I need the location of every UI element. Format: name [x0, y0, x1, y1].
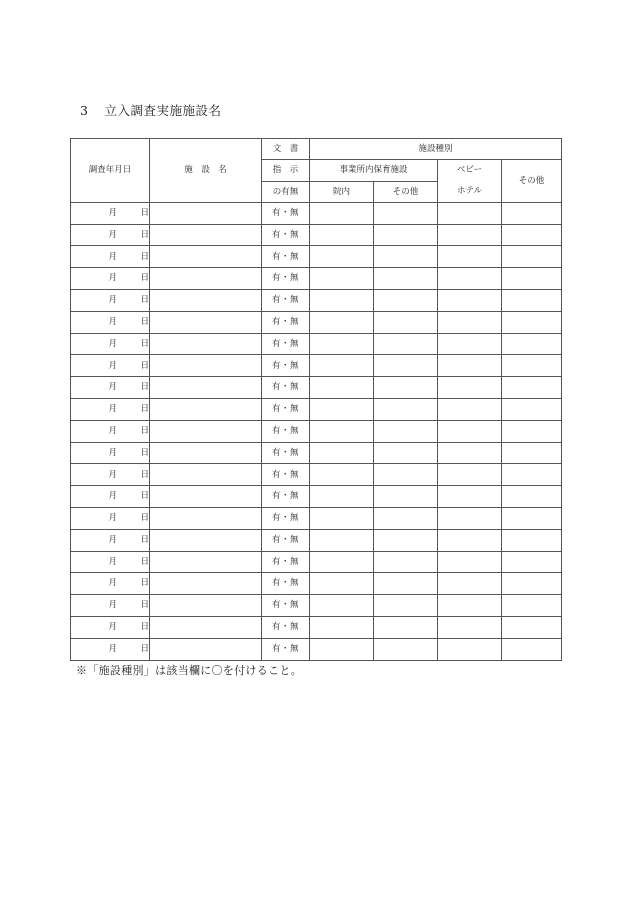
workplace-other-cell[interactable] — [374, 573, 438, 595]
month-label: 月 — [108, 534, 117, 545]
yes-no-cell[interactable]: 有・無 — [262, 420, 310, 442]
workplace-other-cell[interactable] — [374, 289, 438, 311]
day-label: 日 — [140, 622, 149, 633]
in-hospital-cell[interactable] — [310, 616, 374, 638]
survey-date-cell[interactable] — [71, 355, 150, 377]
yes-no-cell[interactable]: 有・無 — [262, 529, 310, 551]
day-label: 日 — [140, 556, 149, 567]
month-label: 月 — [108, 622, 117, 633]
facility-name-cell[interactable] — [150, 464, 262, 486]
header-other: その他 — [502, 160, 562, 203]
survey-date-cell[interactable] — [71, 333, 150, 355]
yes-no-cell[interactable]: 有・無 — [262, 486, 310, 508]
facility-name-cell[interactable] — [150, 311, 262, 333]
baby-hotel-cell[interactable] — [438, 202, 502, 224]
facility-name-cell[interactable] — [150, 377, 262, 399]
table-row — [71, 551, 562, 573]
facility-name-cell[interactable] — [150, 551, 262, 573]
table-row — [71, 595, 562, 617]
other-cell[interactable] — [502, 595, 562, 617]
table-row — [71, 616, 562, 638]
facility-name-cell[interactable] — [150, 420, 262, 442]
header-doc-instruction-2: 指 示 — [262, 160, 310, 182]
facility-name-cell[interactable] — [150, 289, 262, 311]
in-hospital-cell[interactable] — [310, 638, 374, 660]
table-row — [71, 573, 562, 595]
baby-hotel-cell[interactable] — [438, 398, 502, 420]
baby-hotel-cell[interactable] — [438, 442, 502, 464]
facility-name-cell[interactable] — [150, 573, 262, 595]
survey-date-cell[interactable] — [71, 289, 150, 311]
survey-date-cell[interactable] — [71, 486, 150, 508]
baby-hotel-cell[interactable] — [438, 507, 502, 529]
header-baby-hotel-line1: ベビー — [456, 165, 483, 176]
day-label: 日 — [140, 273, 149, 284]
in-hospital-cell[interactable] — [310, 420, 374, 442]
inspection-facility-table — [70, 138, 562, 661]
workplace-other-cell[interactable] — [374, 268, 438, 290]
other-cell[interactable] — [502, 355, 562, 377]
month-label: 月 — [108, 273, 117, 284]
survey-date-cell[interactable] — [71, 268, 150, 290]
yes-no-cell[interactable]: 有・無 — [262, 268, 310, 290]
baby-hotel-cell[interactable] — [438, 268, 502, 290]
baby-hotel-cell[interactable] — [438, 246, 502, 268]
section-heading: 立入調査実施施設名 — [104, 103, 222, 118]
baby-hotel-cell[interactable] — [438, 224, 502, 246]
month-label: 月 — [108, 491, 117, 502]
day-label: 日 — [140, 600, 149, 611]
month-label: 月 — [108, 425, 117, 436]
yes-no-cell[interactable]: 有・無 — [262, 377, 310, 399]
other-cell[interactable] — [502, 486, 562, 508]
workplace-other-cell[interactable] — [374, 311, 438, 333]
facility-name-cell[interactable] — [150, 638, 262, 660]
workplace-other-cell[interactable] — [374, 224, 438, 246]
yes-no-cell[interactable]: 有・無 — [262, 595, 310, 617]
baby-hotel-cell[interactable] — [438, 616, 502, 638]
header-workplace-nursery: 事業所内保育施設 — [310, 160, 438, 182]
workplace-other-cell[interactable] — [374, 551, 438, 573]
yes-no-cell[interactable]: 有・無 — [262, 464, 310, 486]
in-hospital-cell[interactable] — [310, 486, 374, 508]
other-cell[interactable] — [502, 573, 562, 595]
table-row — [71, 442, 562, 464]
survey-date-cell[interactable] — [71, 595, 150, 617]
baby-hotel-cell[interactable] — [438, 464, 502, 486]
in-hospital-cell[interactable] — [310, 551, 374, 573]
month-label: 月 — [108, 295, 117, 306]
facility-name-cell[interactable] — [150, 268, 262, 290]
in-hospital-cell[interactable] — [310, 464, 374, 486]
section-number: 3 — [80, 103, 89, 118]
header-baby-hotel — [438, 160, 502, 203]
month-label: 月 — [108, 360, 117, 371]
facility-name-cell[interactable] — [150, 355, 262, 377]
other-cell[interactable] — [502, 507, 562, 529]
table-row — [71, 638, 562, 660]
other-cell[interactable] — [502, 224, 562, 246]
month-label: 月 — [108, 600, 117, 611]
header-survey-date: 調査年月日 — [71, 139, 150, 203]
workplace-other-cell[interactable] — [374, 486, 438, 508]
baby-hotel-cell[interactable] — [438, 638, 502, 660]
other-cell[interactable] — [502, 638, 562, 660]
in-hospital-cell[interactable] — [310, 224, 374, 246]
facility-name-cell[interactable] — [150, 486, 262, 508]
day-label: 日 — [140, 229, 149, 240]
month-label: 月 — [108, 207, 117, 218]
day-label: 日 — [140, 491, 149, 502]
in-hospital-cell[interactable] — [310, 398, 374, 420]
day-label: 日 — [140, 643, 149, 654]
in-hospital-cell[interactable] — [310, 573, 374, 595]
workplace-other-cell[interactable] — [374, 442, 438, 464]
yes-no-cell[interactable]: 有・無 — [262, 224, 310, 246]
table-row — [71, 420, 562, 442]
table-row — [71, 246, 562, 268]
yes-no-cell[interactable]: 有・無 — [262, 202, 310, 224]
header-doc-instruction-1: 文 書 — [262, 139, 310, 160]
survey-date-cell[interactable] — [71, 224, 150, 246]
other-cell[interactable] — [502, 246, 562, 268]
yes-no-cell[interactable]: 有・無 — [262, 398, 310, 420]
month-label: 月 — [108, 556, 117, 567]
day-label: 日 — [140, 360, 149, 371]
day-label: 日 — [140, 316, 149, 327]
baby-hotel-cell[interactable] — [438, 486, 502, 508]
in-hospital-cell[interactable] — [310, 268, 374, 290]
day-label: 日 — [140, 295, 149, 306]
yes-no-cell[interactable]: 有・無 — [262, 616, 310, 638]
other-cell[interactable] — [502, 616, 562, 638]
workplace-other-cell[interactable] — [374, 507, 438, 529]
table-row — [71, 464, 562, 486]
survey-date-cell[interactable] — [71, 311, 150, 333]
workplace-other-cell[interactable] — [374, 377, 438, 399]
table-row — [71, 377, 562, 399]
in-hospital-cell[interactable] — [310, 202, 374, 224]
table-row — [71, 268, 562, 290]
yes-no-cell[interactable]: 有・無 — [262, 507, 310, 529]
day-label: 日 — [140, 382, 149, 393]
day-label: 日 — [140, 469, 149, 480]
in-hospital-cell[interactable] — [310, 311, 374, 333]
facility-name-cell[interactable] — [150, 507, 262, 529]
table-row — [71, 529, 562, 551]
facility-name-cell[interactable] — [150, 595, 262, 617]
month-label: 月 — [108, 578, 117, 589]
day-label: 日 — [140, 513, 149, 524]
month-label: 月 — [108, 316, 117, 327]
baby-hotel-cell[interactable] — [438, 595, 502, 617]
survey-date-cell[interactable] — [71, 420, 150, 442]
month-label: 月 — [108, 404, 117, 415]
header-in-hospital: 院内 — [310, 181, 374, 202]
workplace-other-cell[interactable] — [374, 464, 438, 486]
other-cell[interactable] — [502, 420, 562, 442]
table-row — [71, 486, 562, 508]
workplace-other-cell[interactable] — [374, 616, 438, 638]
day-label: 日 — [140, 578, 149, 589]
header-facility-type: 施設種別 — [310, 139, 562, 160]
survey-date-cell[interactable] — [71, 616, 150, 638]
baby-hotel-cell[interactable] — [438, 573, 502, 595]
in-hospital-cell[interactable] — [310, 529, 374, 551]
footnote: ※「施設種別」は該当欄に〇を付けること。 — [76, 664, 302, 677]
baby-hotel-cell[interactable] — [438, 289, 502, 311]
other-cell[interactable] — [502, 202, 562, 224]
table-row — [71, 202, 562, 224]
month-label: 月 — [108, 447, 117, 458]
table-row — [71, 398, 562, 420]
facility-name-cell[interactable] — [150, 333, 262, 355]
workplace-other-cell[interactable] — [374, 355, 438, 377]
other-cell[interactable] — [502, 529, 562, 551]
section-title — [80, 101, 221, 119]
month-label: 月 — [108, 338, 117, 349]
in-hospital-cell[interactable] — [310, 333, 374, 355]
table-row — [71, 224, 562, 246]
facility-name-cell[interactable] — [150, 246, 262, 268]
other-cell[interactable] — [502, 289, 562, 311]
table-row — [71, 355, 562, 377]
in-hospital-cell[interactable] — [310, 595, 374, 617]
yes-no-cell[interactable]: 有・無 — [262, 573, 310, 595]
survey-date-cell[interactable] — [71, 573, 150, 595]
day-label: 日 — [140, 207, 149, 218]
other-cell[interactable] — [502, 377, 562, 399]
workplace-other-cell[interactable] — [374, 333, 438, 355]
baby-hotel-cell[interactable] — [438, 551, 502, 573]
yes-no-cell[interactable]: 有・無 — [262, 638, 310, 660]
facility-name-cell[interactable] — [150, 442, 262, 464]
day-label: 日 — [140, 447, 149, 458]
day-label: 日 — [140, 534, 149, 545]
month-label: 月 — [108, 251, 117, 262]
header-facility-name: 施 設 名 — [150, 139, 262, 203]
facility-name-cell[interactable] — [150, 616, 262, 638]
survey-date-cell[interactable] — [71, 551, 150, 573]
other-cell[interactable] — [502, 464, 562, 486]
baby-hotel-cell[interactable] — [438, 420, 502, 442]
day-label: 日 — [140, 338, 149, 349]
facility-name-cell[interactable] — [150, 202, 262, 224]
facility-name-cell[interactable] — [150, 529, 262, 551]
month-label: 月 — [108, 513, 117, 524]
other-cell[interactable] — [502, 268, 562, 290]
baby-hotel-cell[interactable] — [438, 377, 502, 399]
workplace-other-cell[interactable] — [374, 246, 438, 268]
month-label: 月 — [108, 229, 117, 240]
facility-name-cell[interactable] — [150, 224, 262, 246]
yes-no-cell[interactable]: 有・無 — [262, 311, 310, 333]
survey-date-cell[interactable] — [71, 464, 150, 486]
survey-date-cell[interactable] — [71, 202, 150, 224]
workplace-other-cell[interactable] — [374, 638, 438, 660]
month-label: 月 — [108, 382, 117, 393]
header-doc-instruction-3: の有無 — [262, 181, 310, 202]
other-cell[interactable] — [502, 551, 562, 573]
in-hospital-cell[interactable] — [310, 377, 374, 399]
yes-no-cell[interactable]: 有・無 — [262, 442, 310, 464]
table-row — [71, 333, 562, 355]
day-label: 日 — [140, 251, 149, 262]
workplace-other-cell[interactable] — [374, 595, 438, 617]
table-row — [71, 507, 562, 529]
yes-no-cell[interactable]: 有・無 — [262, 355, 310, 377]
other-cell[interactable] — [502, 311, 562, 333]
survey-date-cell[interactable] — [71, 529, 150, 551]
survey-date-cell[interactable] — [71, 398, 150, 420]
in-hospital-cell[interactable] — [310, 289, 374, 311]
month-label: 月 — [108, 643, 117, 654]
survey-date-cell[interactable] — [71, 246, 150, 268]
month-label: 月 — [108, 469, 117, 480]
in-hospital-cell[interactable] — [310, 442, 374, 464]
day-label: 日 — [140, 425, 149, 436]
other-cell[interactable] — [502, 442, 562, 464]
yes-no-cell[interactable]: 有・無 — [262, 246, 310, 268]
header-baby-hotel-line2: ホテル — [456, 185, 483, 196]
table-row — [71, 289, 562, 311]
other-cell[interactable] — [502, 398, 562, 420]
baby-hotel-cell[interactable] — [438, 529, 502, 551]
facility-name-cell[interactable] — [150, 398, 262, 420]
baby-hotel-cell[interactable] — [438, 355, 502, 377]
baby-hotel-cell[interactable] — [438, 311, 502, 333]
survey-date-cell[interactable] — [71, 442, 150, 464]
baby-hotel-cell[interactable] — [438, 333, 502, 355]
day-label: 日 — [140, 404, 149, 415]
in-hospital-cell[interactable] — [310, 246, 374, 268]
other-cell[interactable] — [502, 333, 562, 355]
header-workplace-other: その他 — [374, 181, 438, 202]
in-hospital-cell[interactable] — [310, 355, 374, 377]
survey-date-cell[interactable] — [71, 638, 150, 660]
survey-date-cell[interactable] — [71, 377, 150, 399]
yes-no-cell[interactable]: 有・無 — [262, 289, 310, 311]
survey-date-cell[interactable] — [71, 507, 150, 529]
workplace-other-cell[interactable] — [374, 529, 438, 551]
workplace-other-cell[interactable] — [374, 202, 438, 224]
yes-no-cell[interactable]: 有・無 — [262, 333, 310, 355]
yes-no-cell[interactable]: 有・無 — [262, 551, 310, 573]
in-hospital-cell[interactable] — [310, 507, 374, 529]
table-row — [71, 311, 562, 333]
workplace-other-cell[interactable] — [374, 398, 438, 420]
workplace-other-cell[interactable] — [374, 420, 438, 442]
